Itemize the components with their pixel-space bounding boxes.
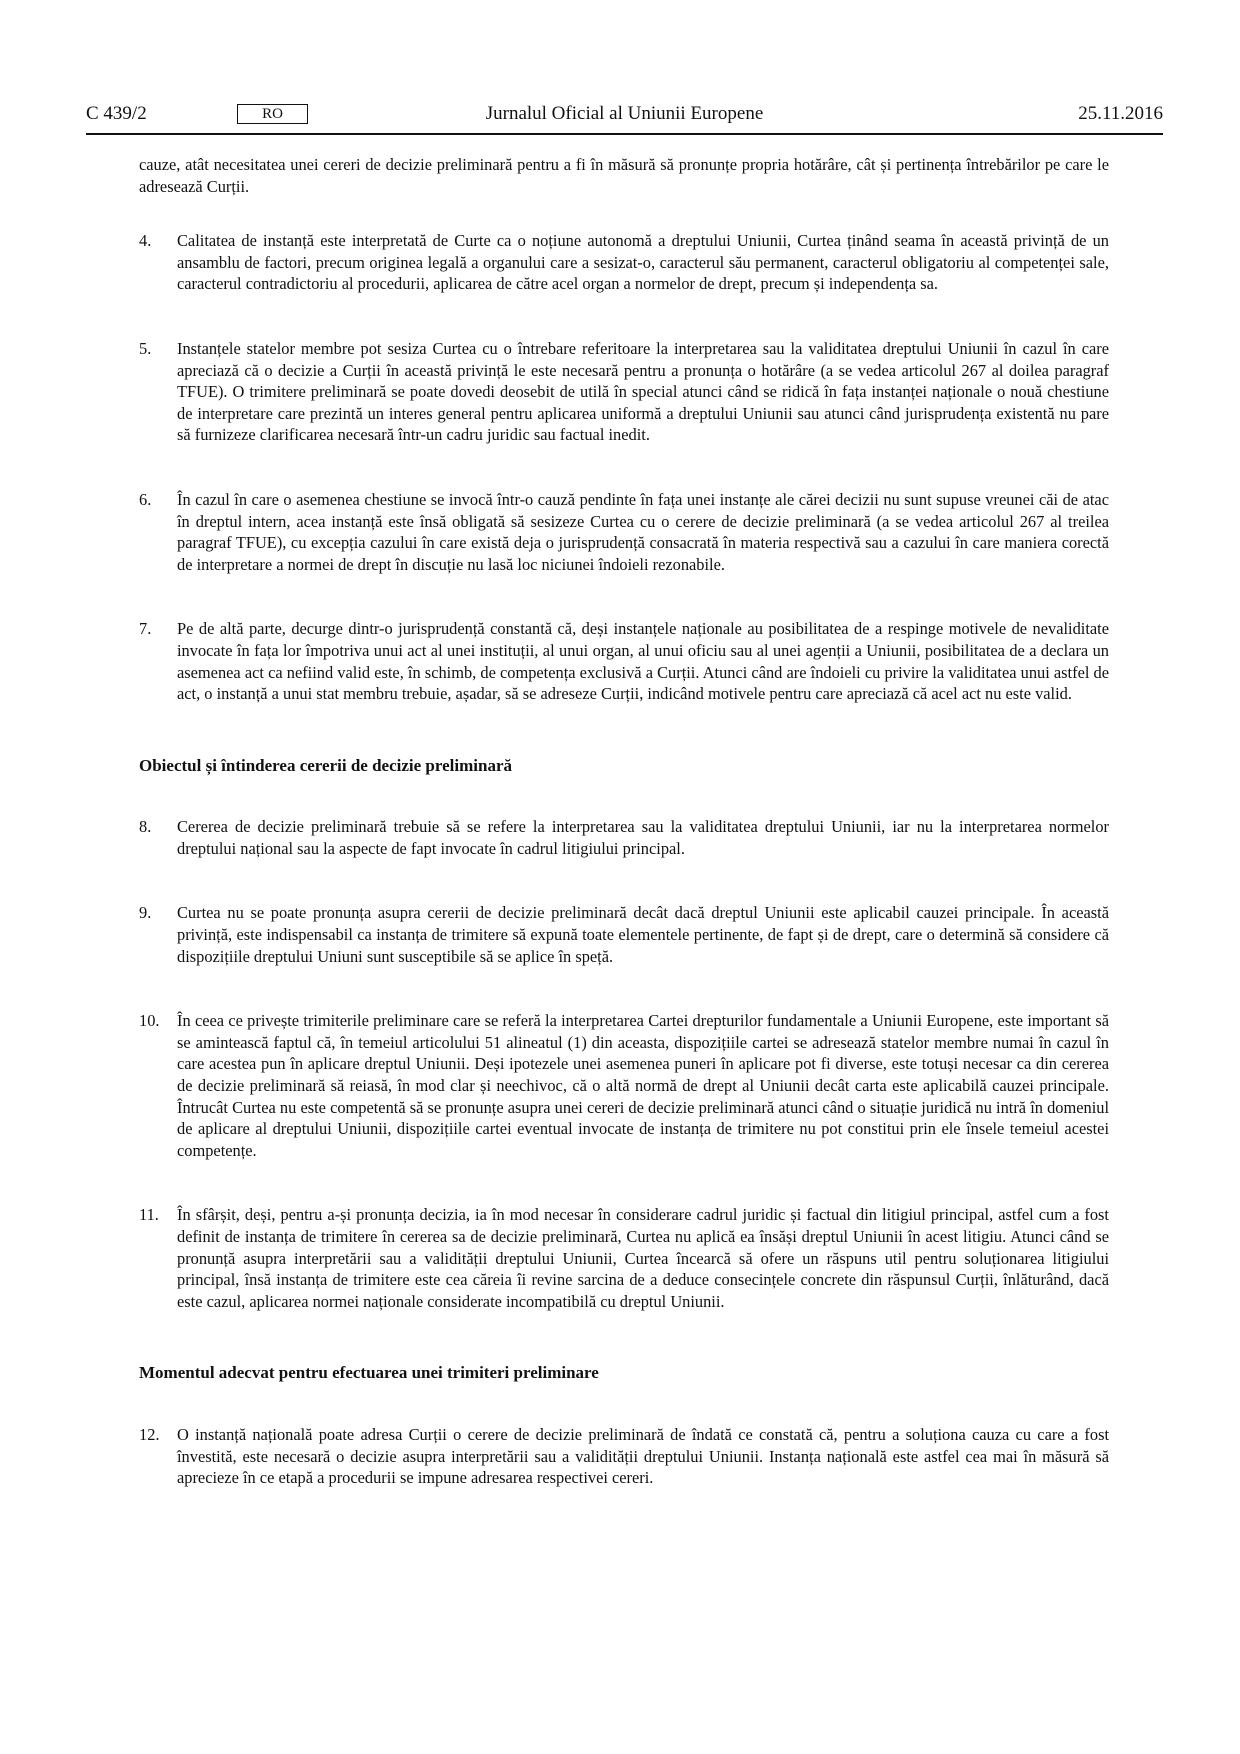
- paragraph-text: În ceea ce privește trimiterile preliminare care se referă la interpretarea Cartei drepturilor fundamentale a Uniunii Europene, este important să se amintească faptul că, în temeiul articolului 51 alineatul (1) din aceasta, dispozițiile cartei se adresează statelor membre numai în cazul în care acestea pun în aplicare dreptul Uniunii. Deși ipotezele unei asemenea puneri în aplicare pot fi diverse, este totuși necesar ca din cererea de decizie preliminară să reiasă, în mod clar și neechivoc, că o altă normă de drept al Uniunii decât carta este aplicabilă cauzei principale. Întrucât Curtea nu este competentă să se pronunțe asupra unei cereri de decizie preliminară atunci când o situație juridică nu intră în domeniul de aplicare al dreptului Uniunii, dispozițiile cartei eventual invocate de instanța de trimitere nu pot constitui prin ele însele temeiul acestei competențe.: [177, 1011, 1109, 1160]
- section-heading-timing: Momentul adecvat pentru efectuarea unei trimiteri preliminare: [139, 1363, 599, 1383]
- paragraph-number: 6.: [139, 489, 152, 509]
- paragraph-number: 12.: [139, 1424, 160, 1444]
- paragraph-text: Cererea de decizie preliminară trebuie să se refere la interpretarea sau la validitatea dreptului Uniunii, iar nu la interpretarea normelor dreptului național sau la aspecte de fapt invocate în cadrul litigiului principal.: [177, 817, 1109, 858]
- header-divider: [86, 133, 1163, 135]
- numbered-paragraph-7: [139, 618, 1109, 704]
- language-badge: RO: [237, 104, 308, 124]
- paragraph-number: 10.: [139, 1011, 160, 1031]
- numbered-paragraph-11: [139, 1204, 1109, 1312]
- page-reference: C 439/2: [86, 103, 147, 124]
- paragraph-number: 5.: [139, 338, 152, 358]
- paragraph-text: O instanță națională poate adresa Curții o cerere de decizie preliminară de îndată ce constată că, pentru a soluționa cauza cu care a fost învestită, este necesară o decizie asupra interpretării sau a validității dreptului Uniunii. Instanța națională este astfel cea mai în măsură să aprecieze în ce etapă a procedurii se impune adresarea respectivei cereri.: [177, 1424, 1109, 1488]
- document-body: [139, 154, 1109, 1489]
- paragraph-text: În cazul în care o asemenea chestiune se invocă într-o cauză pendinte în fața unei instanțe ale cărei decizii nu sunt supuse vreunei căi de atac în dreptul intern, acea instanță este însă obligată să sesizeze Curtea cu o cerere de decizie preliminară (a se vedea articolul 267 al treilea paragraf TFUE), cu excepția cazului în care există deja o jurisprudență consacrată în materia respectivă sau a cazului în care maniera corectă de interpretare a normei de drept în discuție nu lasă loc niciunei îndoieli rezonabile.: [177, 489, 1109, 574]
- paragraph-number: 9.: [139, 903, 152, 923]
- paragraph-text: Instanțele statelor membre pot sesiza Curtea cu o întrebare referitoare la interpretarea sau la validitatea dreptului Uniunii în cazul în care apreciază că o decizie a Curții în această privință le este necesară pentru a pronunța o hotărâre (a se vedea articolul 267 al doilea paragraf TFUE). O trimitere preliminară se poate dovedi deosebit de utilă în special atunci când se ridică în fața instanței naționale o nouă chestiune de interpretare care prezintă un interes general pentru aplicarea uniformă a dreptului Uniunii sau atunci când jurisprudența existentă nu pare să furnizeze clarificarea necesară într-un cadru juridic sau factual inedit.: [177, 338, 1109, 445]
- paragraph-number: 4.: [139, 231, 152, 251]
- numbered-paragraph-4: [139, 230, 1109, 295]
- paragraph-number: 8.: [139, 817, 152, 837]
- paragraph-text: Curtea nu se poate pronunța asupra cererii de decizie preliminară decât dacă dreptul Uniunii este aplicabil cauzei principale. În această privință, este indispensabil ca instanța de trimitere să expună toate elementele pertinente, de fapt și de drept, care o determină să considere că dispozițiile dreptului Uniuni sunt susceptibile să se aplice în speță.: [177, 903, 1109, 966]
- page-header: [86, 101, 1163, 131]
- publication-date: 25.11.2016: [1078, 103, 1163, 124]
- numbered-paragraph-10: [139, 1010, 1109, 1161]
- numbered-paragraph-8: [139, 816, 1109, 859]
- paragraph-text: În sfârșit, deși, pentru a-și pronunța decizia, ia în mod necesar în considerare cadrul juridic și factual din litigiul principal, astfel cum a fost definit de instanța de trimitere în cererea sa de decizie preliminară, Curtea nu aplică ea însăși dreptul Uniunii în acest litigiu. Atunci când se pronunță asupra interpretării sau a validității dreptului Uniunii, Curtea încearcă să ofere un răspuns util pentru soluționarea litigiului principal, însă instanța de trimitere este cea căreia îi revine sarcina de a deduce consecințele concrete din răspunsul Curții, înlăturând, dacă este cazul, aplicarea normei naționale considerate incompatibilă cu dreptul Uniunii.: [177, 1205, 1109, 1311]
- numbered-paragraph-6: [139, 489, 1109, 575]
- numbered-paragraph-9: [139, 902, 1109, 967]
- continuation-paragraph: cauze, atât necesitatea unei cereri de decizie preliminară pentru a fi în măsură să pronunțe propria hotărâre, cât și pertinența întrebărilor pe care le adresează Curții.: [139, 155, 1109, 196]
- paragraph-number: 7.: [139, 619, 152, 639]
- section-heading-scope: Obiectul și întinderea cererii de decizie preliminară: [139, 755, 512, 775]
- paragraph-number: 11.: [139, 1205, 159, 1225]
- paragraph-text: Pe de altă parte, decurge dintr-o jurisprudență constantă că, deși instanțele naționale au posibilitatea de a respinge motivele de nevaliditate invocate în fața lor împotriva unui act al unei instituții, al unui organ, al unui oficiu sau al unei agenții a Uniunii, posibilitatea de a declara un asemenea act ca nefiind valid este, în schimb, de competența exclusivă a Curții. Atunci când are îndoieli cu privire la validitatea unui astfel de act, o instanță a unui stat membru trebuie, așadar, să se adreseze Curții, indicând motivele pentru care apreciază că acel act nu este valid.: [177, 619, 1109, 704]
- numbered-paragraph-12: [139, 1424, 1109, 1489]
- paragraph-text: Calitatea de instanță este interpretată de Curte ca o noțiune autonomă a dreptului Uniunii, Curtea ținând seama în această privință de un ansamblu de factori, precum originea legală a organului care a sesizat-o, caracterul său permanent, caracterul obligatoriu al competenței sale, caracterul contradictoriu al procedurii, aplicarea de către acel organ a normelor de drept, precum și independența sa.: [177, 231, 1109, 294]
- journal-title: Jurnalul Oficial al Uniunii Europene: [485, 103, 764, 124]
- numbered-paragraph-5: [139, 338, 1109, 446]
